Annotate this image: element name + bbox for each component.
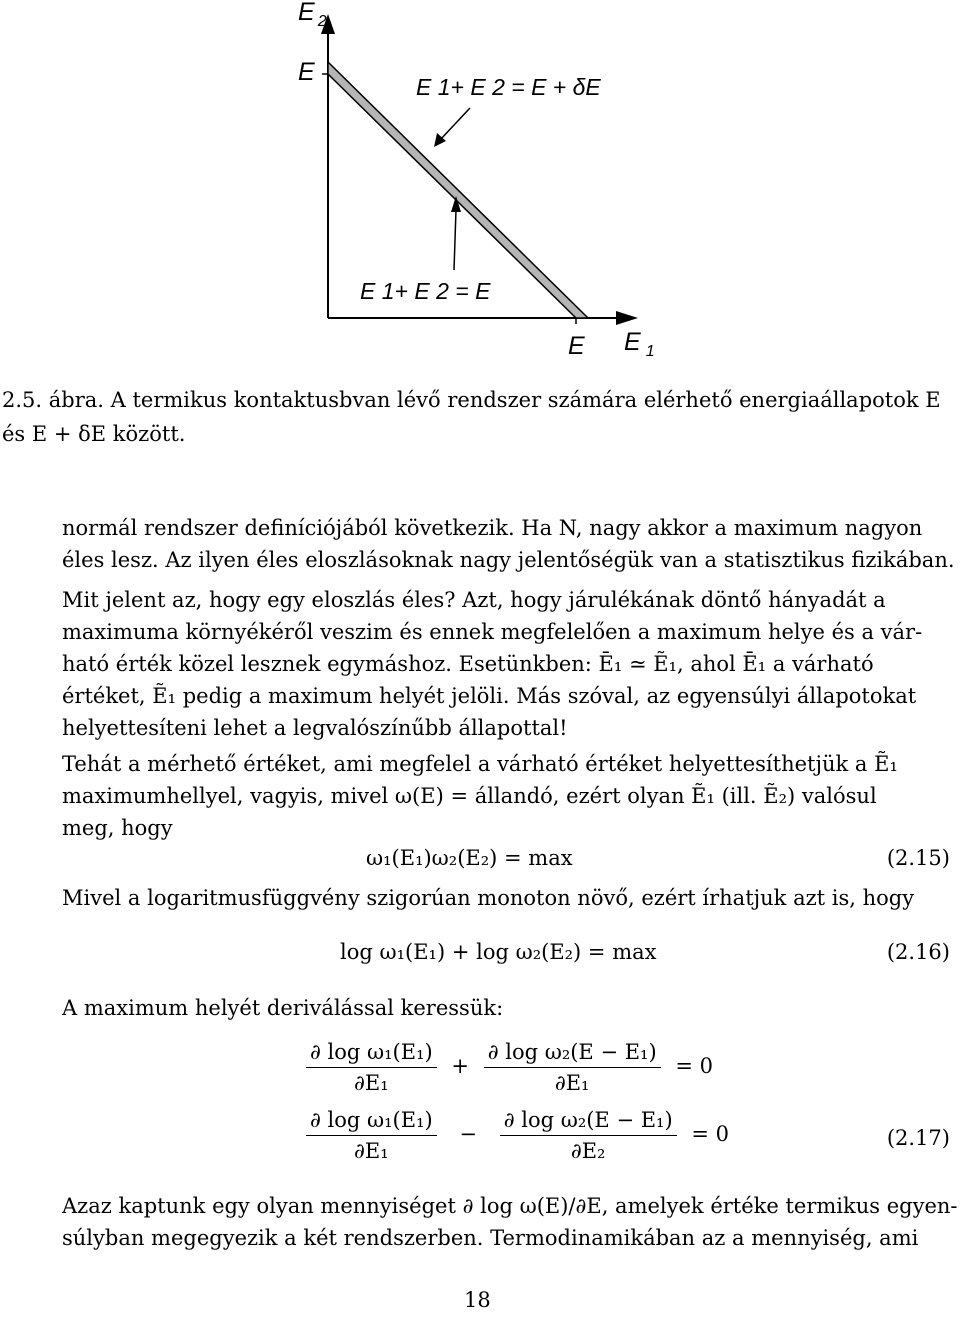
equation-2-17-number: (2.17) (886, 1126, 950, 1150)
lower-annotation: E 1+ E 2 = E (360, 278, 491, 304)
p2-line-3: meg, hogy (62, 816, 173, 840)
equation-2-15-number: (2.15) (886, 846, 950, 870)
equation-2-16: log ω₁(E₁) + log ω₂(E₂) = max (340, 940, 657, 964)
p1-line-7: helyettesíteni lehet a legvalószínűbb állapottal! (62, 716, 568, 740)
rhs: = 0 (691, 1122, 729, 1146)
numerator: ∂ log ω₁(E₁) (306, 1040, 437, 1068)
p2-line-2: maximumhellyel, vagyis, mivel ω(E) = állandó, ezért olyan Ẽ₁ (ill. Ẽ₂) valósul (62, 784, 877, 808)
p1-line-6: értéket, Ẽ₁ pedig a maximum helyét jelöli. Más szóval, az egyensúlyi állapotokat (62, 684, 917, 708)
fraction (500, 1108, 677, 1163)
equation-2-16-number: (2.16) (886, 940, 950, 964)
denominator: ∂E₂ (570, 1139, 606, 1163)
fraction (306, 1040, 437, 1095)
y-tick-label: E (298, 58, 315, 86)
numerator: ∂ log ω₁(E₁) (306, 1108, 437, 1136)
p2-line-1: Tehát a mérhető értéket, ami megfelel a várható értéket helyettesíthetjük a Ẽ₁ (62, 752, 898, 776)
denominator: ∂E₁ (354, 1139, 389, 1163)
lower-arrow-line (454, 210, 456, 270)
x-axis-label: E $_1$ (624, 328, 655, 360)
p1-line-1: normál rendszer definíciójából következik. Ha N, nagy akkor a maximum nagyon (62, 516, 923, 540)
x-tick-label: E (568, 332, 585, 360)
p1-line-3: Mit jelent az, hogy egy eloszlás éles? Azt, hogy járulékának döntő hányadát a (62, 588, 886, 612)
denominator: ∂E₁ (354, 1071, 389, 1095)
page-number: 18 (464, 1288, 491, 1312)
operator: − (459, 1122, 477, 1146)
upper-arrow-line (440, 108, 470, 140)
p1-line-4: maximuma környékéről veszim és ennek megfelelően a maximum helye és a vár- (62, 620, 923, 644)
p1-line-5: ható érték közel lesznek egymáshoz. Esetünkben: Ē₁ ≃ Ẽ₁, ahol Ē₁ a várható (62, 652, 874, 676)
fraction (484, 1040, 661, 1095)
caption-line-1: 2.5. ábra. A termikus kontaktusbvan lévő rendszer számára elérhető energiaállapotok E (2, 388, 941, 412)
p5-line-2: súlyban megegyezik a két rendszerben. Termodinamikában az a mennyiség, ami (62, 1226, 919, 1250)
equation-2-17a (306, 1040, 713, 1095)
denominator: ∂E₁ (554, 1071, 590, 1095)
p3-line: Mivel a logaritmusfüggvény szigorúan monoton növő, ezért írhatjuk azt is, hogy (62, 886, 915, 910)
upper-annotation: E 1+ E 2 = E + δE (416, 74, 601, 100)
numerator: ∂ log ω₂(E − E₁) (500, 1108, 677, 1136)
x-axis-arrow (616, 311, 638, 325)
equation-2-15: ω₁(E₁)ω₂(E₂) = max (366, 846, 573, 870)
p4-line: A maximum helyét deriválással keressük: (62, 996, 504, 1020)
caption-line-2: és E + δE között. (2, 422, 186, 446)
rhs: = 0 (675, 1054, 713, 1078)
numerator: ∂ log ω₂(E − E₁) (484, 1040, 661, 1068)
p1-line-2: éles lesz. Az ilyen éles eloszlásoknak nagy jelentőségük van a statisztikus fizikában. (62, 548, 955, 572)
operator: + (451, 1054, 469, 1078)
fraction (306, 1108, 437, 1163)
p5-line-1: Azaz kaptunk egy olyan mennyiséget ∂ log ω(E)/∂E, amelyek értéke termikus egyen- (62, 1194, 958, 1218)
equation-2-17b (306, 1108, 729, 1163)
y-axis-label: E $_2$ (298, 0, 327, 30)
energy-diagram (0, 0, 960, 370)
